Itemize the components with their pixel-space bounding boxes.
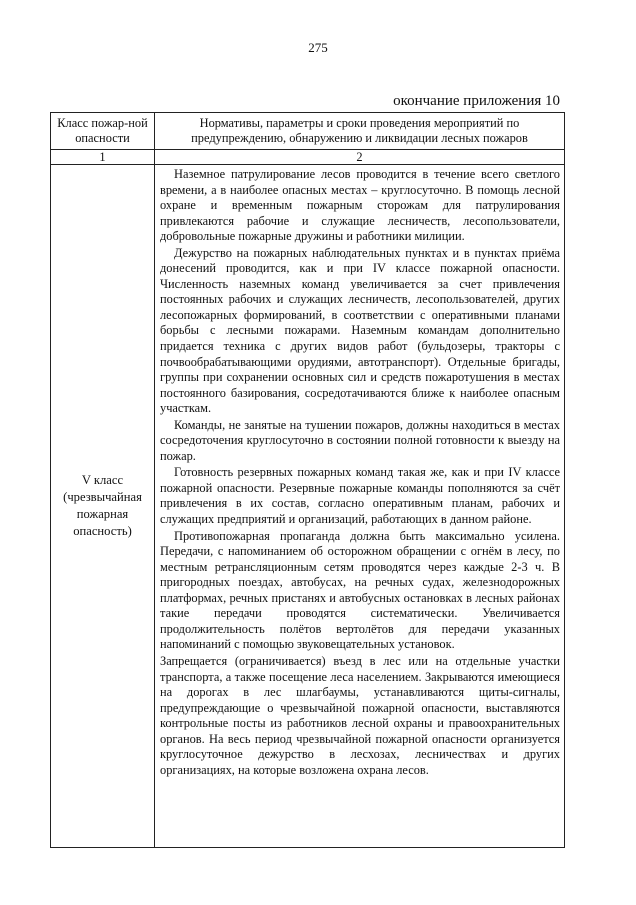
paragraph-propaganda: Противопожарная пропаганда должна быть максимально усилена. Передачи, с напоминанием об осторожном обращении с огнём в лесу, по местным ретрансляционным сетям проводятся через каждые 2-3 ч. В пригородных поездах, автобусах, на речных судах, железнодорожных платформах, речных пристанях и автобусных остановках в лесных районах такие передачи проводятся систематически. Увеличивается продолжительность полётов вертолётов для передачи указанных напоминаний с помощью звуковещательных установок. bbox=[160, 528, 560, 652]
page-number: 275 bbox=[308, 40, 328, 55]
paragraph-patrol: Наземное патрулирование лесов проводится в течение всего светлого времени, а в наиболее опасных местах – круглосуточно. В помощь лесной охране и временным пожарным сторожам для патрулирования привлекаются рабочие и служащие лесничеств, лесопользователи, добровольные пожарные дружины и работники милиции. bbox=[160, 167, 560, 244]
header-regulations: Нормативы, параметры и сроки проведения мероприятий по предупреждению, обнаружению и ликвидации лесных пожаров bbox=[155, 113, 565, 150]
column-number-row bbox=[51, 150, 565, 165]
paragraph-reserve: Готовность резервных пожарных команд такая же, как и при IV классе пожарной опасности. Резервные пожарные команды пополняются за счёт привлечения в их состав, согласно оперативным планам, рабочих и служащих предприятий и организаций, работающих в данном районе. bbox=[160, 465, 560, 527]
column-number-2: 2 bbox=[155, 150, 565, 165]
paragraph-duty: Дежурство на пожарных наблюдательных пунктах и в пунктах приёма донесений проводится, как и при IV классе пожарной опасности. Численность наземных команд увеличивается за счет привлечения постоянных рабочих и служащих лесничеств, лесопользователей, других лесопожарных формирований, в соответствии с оперативными планами борьбы с лесными пожарами. Наземным командам дополнительно придается техника с других видов работ (бульдозеры, тракторы с почвообрабатывающими орудиями, автотранспорт). Отдельные бригады, группы при сохранении основных сил и средств пожаротушения в местах постоянного базирования, сосредотачиваются ближе к наиболее опасным участкам. bbox=[160, 245, 560, 416]
regulations-table bbox=[50, 112, 565, 848]
paragraph-restrictions: Запрещается (ограничивается) въезд в лес или на отдельные участки транспорта, а также посещение леса населением. Закрываются имеющиеся на дорогах в лес шлагбаумы, устанавливаются щиты-сигналы, предупреждающие о чрезвычайной пожарной опасности, выставляются контрольные посты из работников лесной охраны и правоохранительных органов. На весь период чрезвычайной пожарной опасности организуется круглосуточное дежурство в лесхозах, лесничествах и других организациях, на которые возложена охрана лесов. bbox=[160, 653, 560, 777]
table-header-row bbox=[51, 113, 565, 150]
regulations-text bbox=[155, 165, 565, 848]
header-class: Класс пожар-ной опасности bbox=[51, 113, 155, 150]
paragraph-teams: Команды, не занятые на тушении пожаров, должны находиться в местах сосредоточения круглосуточно в состоянии полной готовности к выезду на пожар. bbox=[160, 417, 560, 463]
fire-class-label: V класс (чрезвычайная пожарная опасность) bbox=[51, 165, 155, 848]
appendix-label: окончание приложения 10 bbox=[393, 93, 560, 109]
column-number-1: 1 bbox=[51, 150, 155, 165]
table-row bbox=[51, 165, 565, 848]
